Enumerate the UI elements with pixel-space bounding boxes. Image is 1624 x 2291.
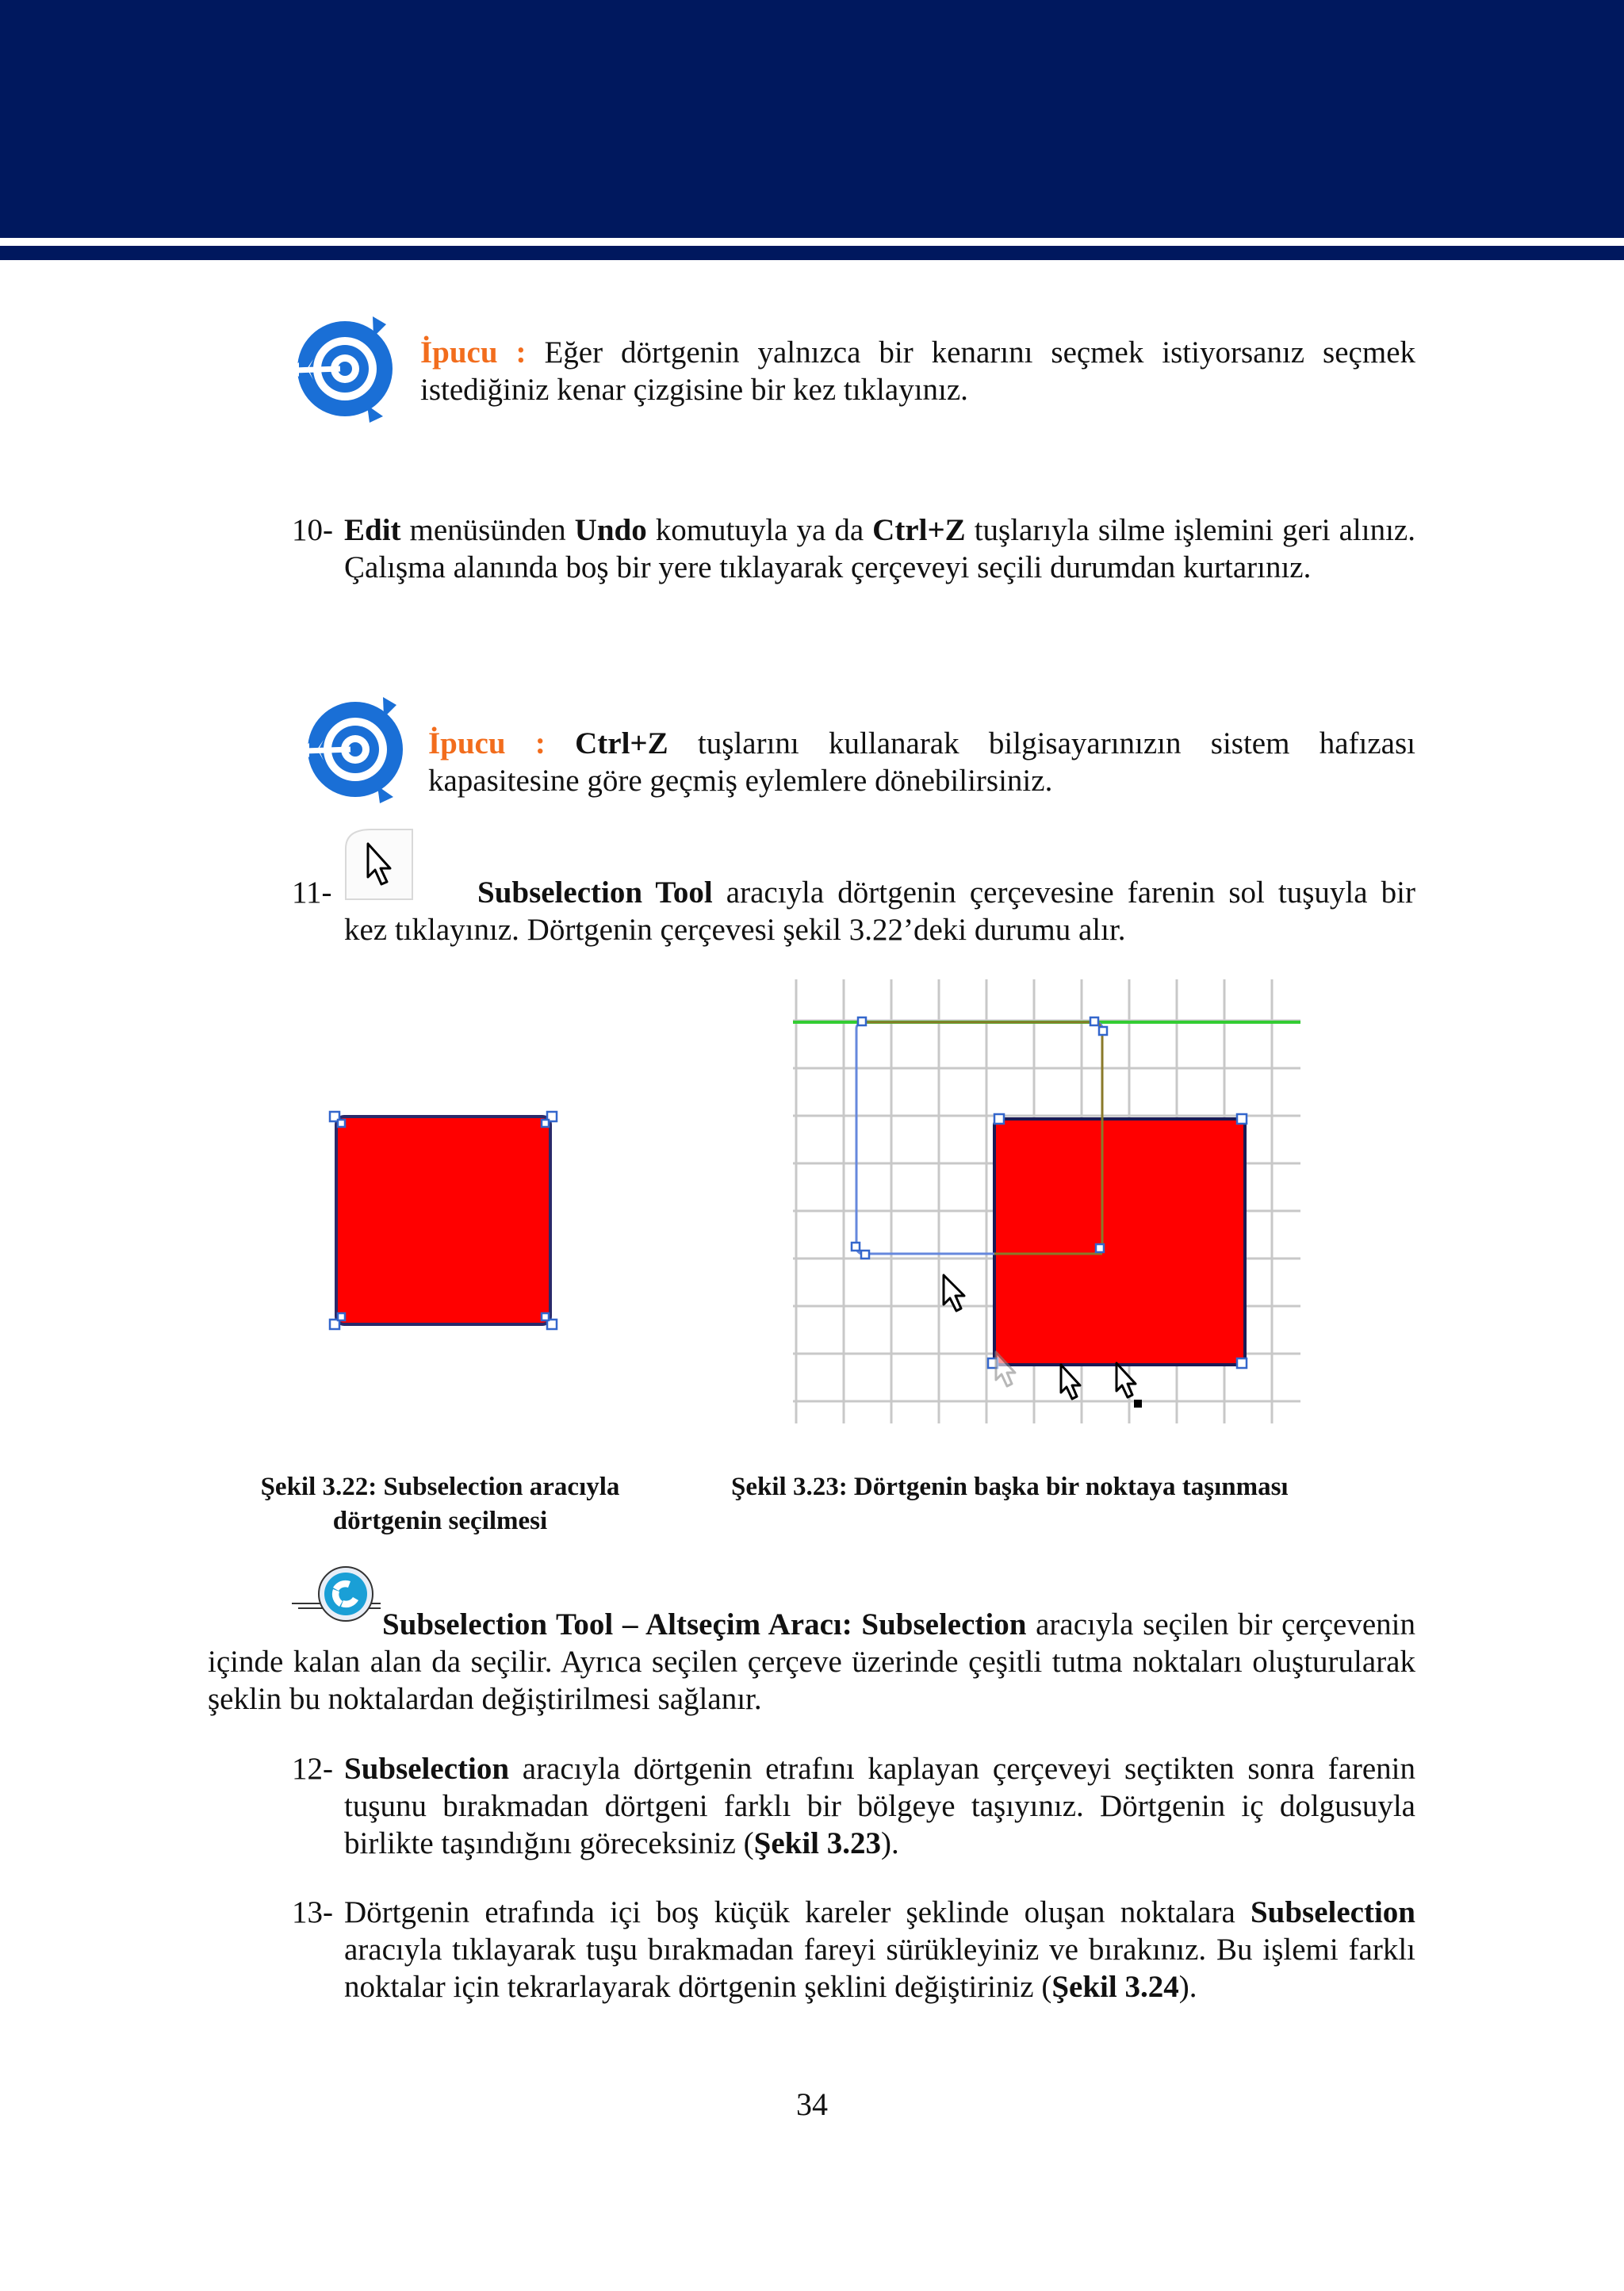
- header-line: [0, 246, 1624, 260]
- figure-3-22: [317, 1102, 571, 1340]
- step-text: aracıyla dörtgenin etrafını kaplayan çerçeveyi seçtikten sonra farenin tuşunu bırakmadan dörtgeni farklı bir bölgeye taşıyınız. Dörtgenin iç dolgusuyla birlikte taşındığını göreceksiniz (: [344, 1752, 1415, 1860]
- definition-text: aracıyla seçilen bir çerçevenin içinde kalan alan da seçilir. Ayrıca seçilen çerçeve üzerinde çeşitli tutma noktaları oluşturularak şeklin bu noktalardan değiştirilmesi sağlanır.: [208, 1607, 1416, 1716]
- caption-line: Şekil 3.22: Subselection aracıyla: [260, 1473, 620, 1501]
- step-text: menüsünden: [400, 513, 575, 547]
- caption-line: dörtgenin seçilmesi: [332, 1507, 548, 1535]
- definition: [208, 1606, 1415, 1718]
- figure-3-23: [793, 979, 1300, 1423]
- tip-text: Eğer dörtgenin yalnızca bir kenarını seçmek istiyorsanız seçmek istediğiniz kenar çizgisine bir kez tıklayınız.: [420, 335, 1416, 407]
- step-text: ).: [1178, 1970, 1197, 2004]
- step-keyword: Şekil 3.23: [753, 1826, 881, 1860]
- step-keyword: Ctrl+Z: [872, 513, 966, 547]
- step-text: Dörtgenin etrafında içi boş küçük kareler şeklinde oluşan noktalara: [344, 1895, 1251, 1929]
- step-keyword: Subselection Tool: [477, 875, 713, 910]
- step-keyword: Şekil 3.24: [1051, 1970, 1179, 2004]
- tip-text: tuşlarını kullanarak bilgisayarınızın sistem hafızası kapasitesine göre geçmiş eylemlere dönebilirsiniz.: [428, 726, 1416, 798]
- step-text: komutuyla ya da: [646, 513, 873, 547]
- step-number: 10-: [292, 513, 333, 547]
- tip-label: İpucu :: [420, 335, 527, 370]
- moved-red-square: [994, 1119, 1245, 1365]
- target-arrow-icon: [300, 694, 403, 805]
- definition-term: Subselection Tool – Altseçim Aracı: Subselection: [382, 1607, 1027, 1642]
- step-number: 13-: [292, 1895, 333, 1929]
- step-text: aracıyla tıklayarak tuşu bırakmadan fareyi sürükleyiniz ve bırakınız. Bu işlemi farklı noktalar için tekrarlayarak dörtgenin şeklini değiştiriniz (: [344, 1933, 1415, 2004]
- tip-keyword: Ctrl+Z: [575, 726, 668, 760]
- step-keyword: Undo: [574, 513, 647, 547]
- step-12: [292, 1750, 1415, 1862]
- page-number: 34: [796, 2086, 828, 2122]
- figure-3-22-caption: [198, 1470, 682, 1538]
- header-gap: [0, 238, 1624, 246]
- step-keyword: Edit: [344, 513, 401, 547]
- step-number: 11-: [292, 875, 332, 910]
- figure-3-23-caption: [714, 1470, 1397, 1504]
- step-text: ).: [881, 1826, 899, 1860]
- tip-1: [420, 334, 1415, 408]
- step-keyword: Subselection: [344, 1752, 510, 1786]
- step-13: [292, 1894, 1415, 2006]
- tip-2: [428, 725, 1415, 799]
- header-band: [0, 0, 1624, 238]
- target-arrow-icon: [289, 313, 393, 424]
- step-keyword: Subselection: [1250, 1895, 1415, 1929]
- step-number: 12-: [292, 1752, 333, 1786]
- subselection-cursor-icon: [339, 825, 419, 904]
- caption-line: Şekil 3.23: Dörtgenin başka bir noktaya taşınması: [731, 1473, 1289, 1501]
- step-10: [292, 511, 1415, 586]
- tip-label: İpucu :: [428, 726, 546, 760]
- red-square: [336, 1117, 550, 1324]
- step-text: tuşlarıyla silme işlemini geri alınız. Çalışma alanında boş bir yere tıklayarak çerçeveyi seçili durumdan kurtarınız.: [344, 513, 1415, 584]
- step-11: [292, 874, 1415, 948]
- step-text: aracıyla dörtgenin çerçevesine farenin sol tuşuyla bir kez tıklayınız. Dörtgenin çerçevesi şekil 3.22’deki durumu alır.: [344, 875, 1415, 947]
